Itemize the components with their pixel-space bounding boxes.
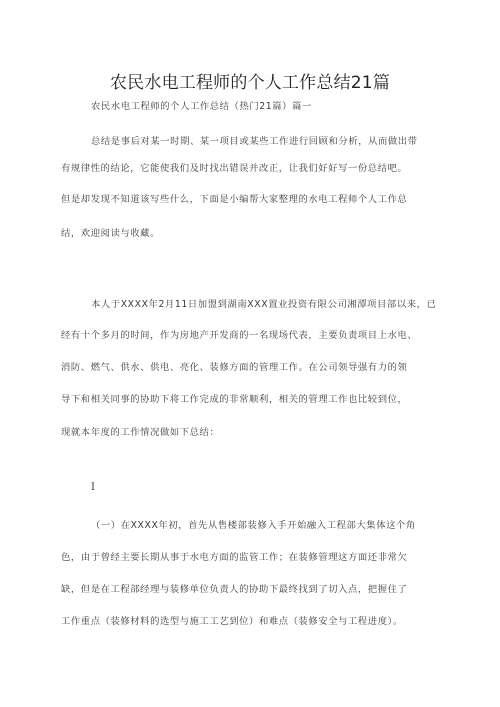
paragraph-line: （一）在XXXX年初，首先从售楼部装修入手开始融入工程部大集体这个角 [91, 520, 416, 531]
document-subtitle: 农民水电工程师的个人工作总结（热门21篇）篇一 [91, 101, 312, 112]
document-title: 农民水电工程师的个人工作总结21篇 [109, 73, 391, 93]
paragraph-line: 现就本年度的工作情况做如下总结： [61, 427, 220, 438]
paragraph-line: 色，由于曾经主要长期从事于水电方面的监管工作；在装修管理这方面还非常欠 [61, 552, 408, 563]
section-marker: I [91, 482, 95, 493]
paragraph-line: 缺，但是在工程部经理与装修单位负责人的协助下最终找到了切入点，把握住了 [61, 584, 408, 595]
intro-line: 总结是事后对某一时期、某一项目或某些工作进行回顾和分析，从而做出带 [91, 136, 418, 147]
intro-line: 结，欢迎阅读与收藏。 [61, 228, 160, 239]
intro-line: 但是却发现不知道该写些什么，下面是小编帮大家整理的水电工程师个人工作总 [61, 194, 408, 205]
paragraph-line: 经有十个多月的时间，作为房地产开发商的一名现场代表，主要负责项目上水电、 [61, 330, 418, 341]
intro-line: 有规律性的结论，它能使我们及时找出错误并改正，让我们好好写一份总结吧。 [61, 163, 408, 174]
paragraph-line: 工作重点（装修材料的选型与施工工艺到位）和难点（装修安全与工程进度）。 [61, 616, 403, 627]
paragraph-line: 本人于XXXX年2月11日加盟到湖南XXX置业投资有限公司湘潭项目部以来，已 [91, 299, 437, 310]
paragraph-line: 消防、燃气、供水、供电、亮化、装修方面的管理工作。在公司领导强有力的领 [61, 362, 408, 373]
paragraph-line: 导下和相关同事的协助下将工作完成的非常顺利，相关的管理工作也比较到位， [61, 394, 408, 405]
